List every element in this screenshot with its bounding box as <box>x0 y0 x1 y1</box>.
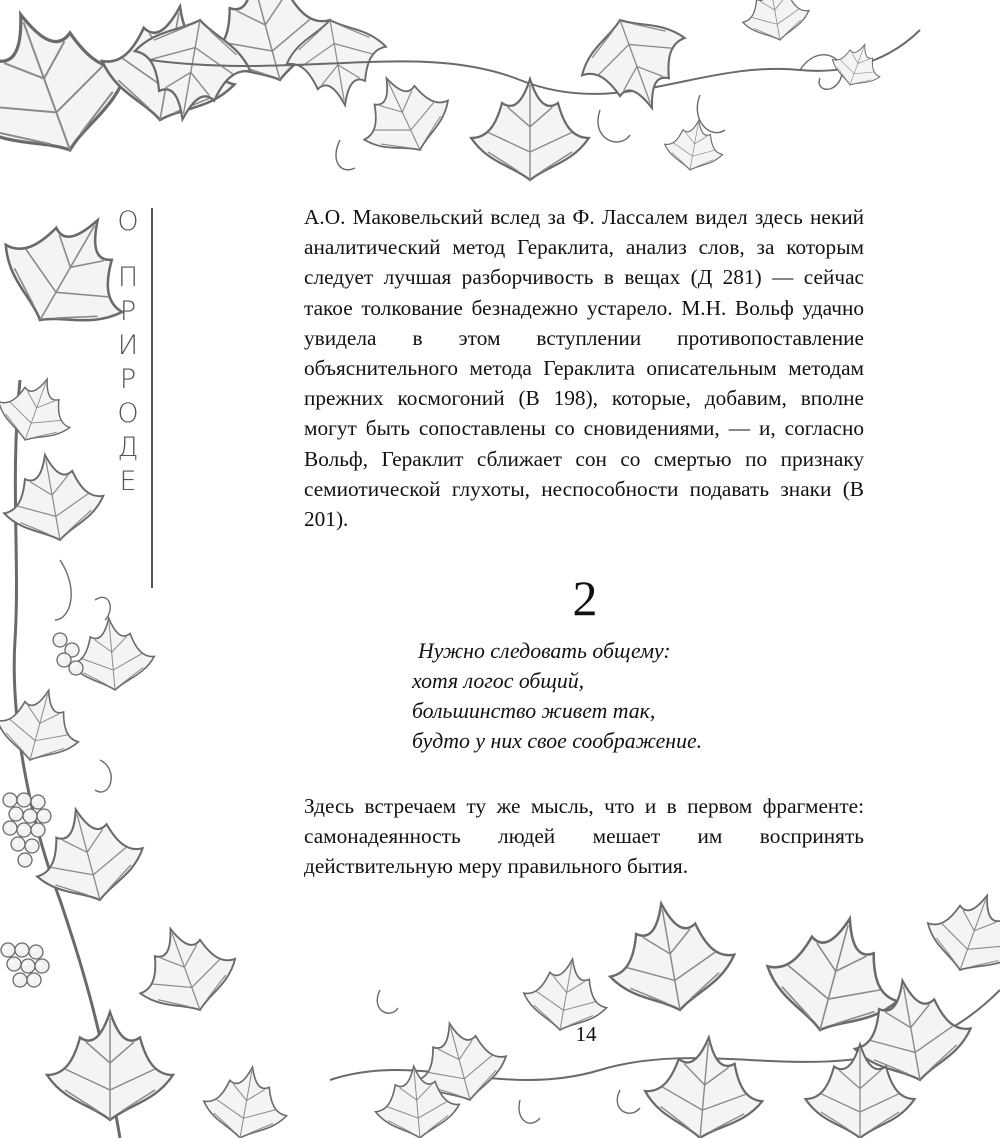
verse-line: большинство живет так, <box>412 699 656 723</box>
side-title-word1: О <box>117 206 139 237</box>
side-running-title <box>108 205 148 499</box>
side-title-letter: Е <box>119 466 137 497</box>
verse-line: хотя логос общий, <box>412 669 585 693</box>
side-title-letter: О <box>117 398 139 429</box>
side-title-letter: Д <box>117 432 139 463</box>
commentary-paragraph-2: Здесь встречаем ту же мысль, что и в первом фрагменте: самонадеянность людей мешает им воспринять действительную меру правильного бытия. <box>304 794 864 879</box>
fragment-verse <box>412 636 702 756</box>
fragment-number: 2 <box>572 570 598 626</box>
verse-line: будто у них свое соображение. <box>412 729 703 753</box>
side-title-letter: П <box>117 262 139 293</box>
verse-line: Нужно следовать общему: <box>418 639 671 663</box>
side-title-letter: Р <box>119 296 137 327</box>
page-number: 14 <box>575 1022 597 1046</box>
side-title-letter: Р <box>119 364 137 395</box>
commentary-paragraph-1: А.О. Маковельский вслед за Ф. Лассалем видел здесь некий аналитический метод Гераклита, анализ слов, за которым следует лучшая разборчивость в вещах (Д 281) — сейчас такое толкование безнадежно устарело. М.Н. Вольф удачно увидела в этом вступлении противопоставление объяснительного метода Гераклита описательным методам прежних космогоний (В 198), которые, добавим, вполне могут быть сопоставлены со сновидениями, — и, согласно Вольф, Гераклит сближает сон со смертью по признаку семиотической глухоты, неспособности подавать знаки (В 201). <box>304 205 864 532</box>
side-title-letter: И <box>117 330 139 361</box>
side-title-rule <box>151 208 153 588</box>
